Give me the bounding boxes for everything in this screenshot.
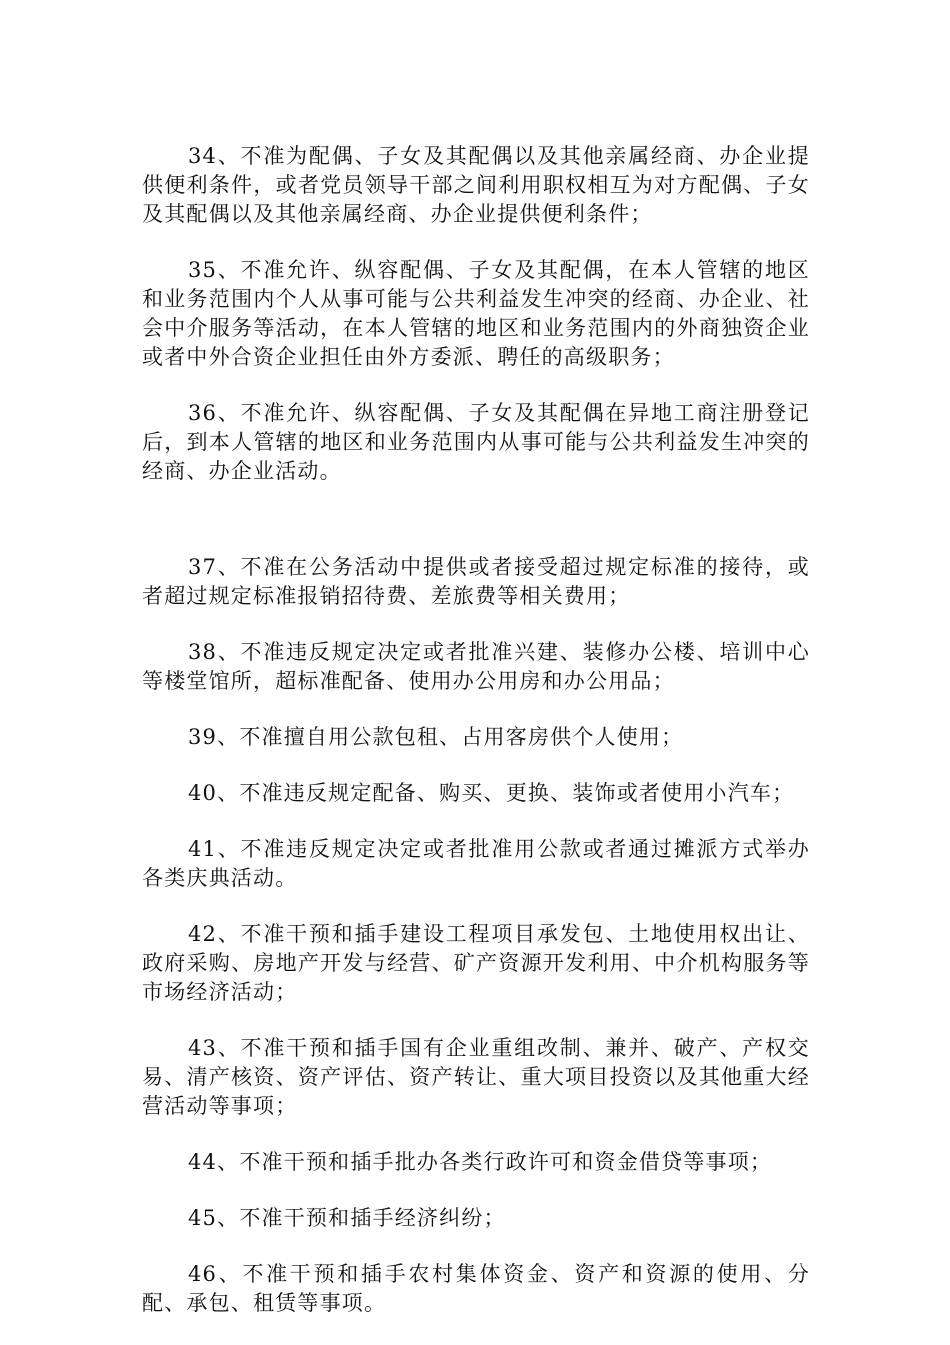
section-gap <box>142 513 810 553</box>
paragraph-41: 41、不准违反规定决定或者批准用公款或者通过摊派方式举办各类庆典活动。 <box>142 837 810 890</box>
paragraph-39: 39、不准擅自用公款包租、占用客房供个人使用； <box>188 725 684 749</box>
paragraph-40: 40、不准违反规定配备、购买、更换、装饰或者使用小汽车； <box>188 781 795 805</box>
document-body <box>142 142 810 1345</box>
paragraph-46: 46、不准干预和插手农村集体资金、资产和资源的使用、分配、承包、租赁等事项。 <box>142 1262 810 1315</box>
paragraph-43: 43、不准干预和插手国有企业重组改制、兼并、破产、产权交易、清产核资、资产评估、资产转让、重大项目投资以及其他重大经营活动等事项； <box>142 1036 810 1118</box>
paragraph-44: 44、不准干预和插手批办各类行政许可和资金借贷等事项； <box>188 1150 773 1174</box>
paragraph-42: 42、不准干预和插手建设工程项目承发包、土地使用权出让、政府采购、房地产开发与经营、矿产资源开发利用、中介机构服务等市场经济活动； <box>142 922 810 1004</box>
paragraph-45: 45、不准干预和插手经济纠纷； <box>188 1206 506 1230</box>
paragraph-34: 34、不准为配偶、子女及其配偶以及其他亲属经商、办企业提供便利条件，或者党员领导干部之间利用职权相互为对方配偶、子女及其配偶以及其他亲属经商、办企业提供便利条件； <box>142 144 810 226</box>
paragraph-38: 38、不准违反规定决定或者批准兴建、装修办公楼、培训中心等楼堂馆所，超标准配备、使用办公用房和办公用品； <box>142 640 810 693</box>
paragraph-37: 37、不准在公务活动中提供或者接受超过规定标准的接待，或者超过规定标准报销招待费、差旅费等相关费用； <box>142 555 810 608</box>
paragraph-36: 36、不准允许、纵容配偶、子女及其配偶在异地工商注册登记后，到本人管辖的地区和业务范围内从事可能与公共利益发生冲突的经商、办企业活动。 <box>142 401 810 483</box>
paragraph-35: 35、不准允许、纵容配偶、子女及其配偶，在本人管辖的地区和业务范围内个人从事可能与公共利益发生冲突的经商、办企业、社会中介服务等活动，在本人管辖的地区和业务范围内的外商独资企业或者中外合资企业担任由外方委派、聘任的高级职务； <box>142 258 810 369</box>
